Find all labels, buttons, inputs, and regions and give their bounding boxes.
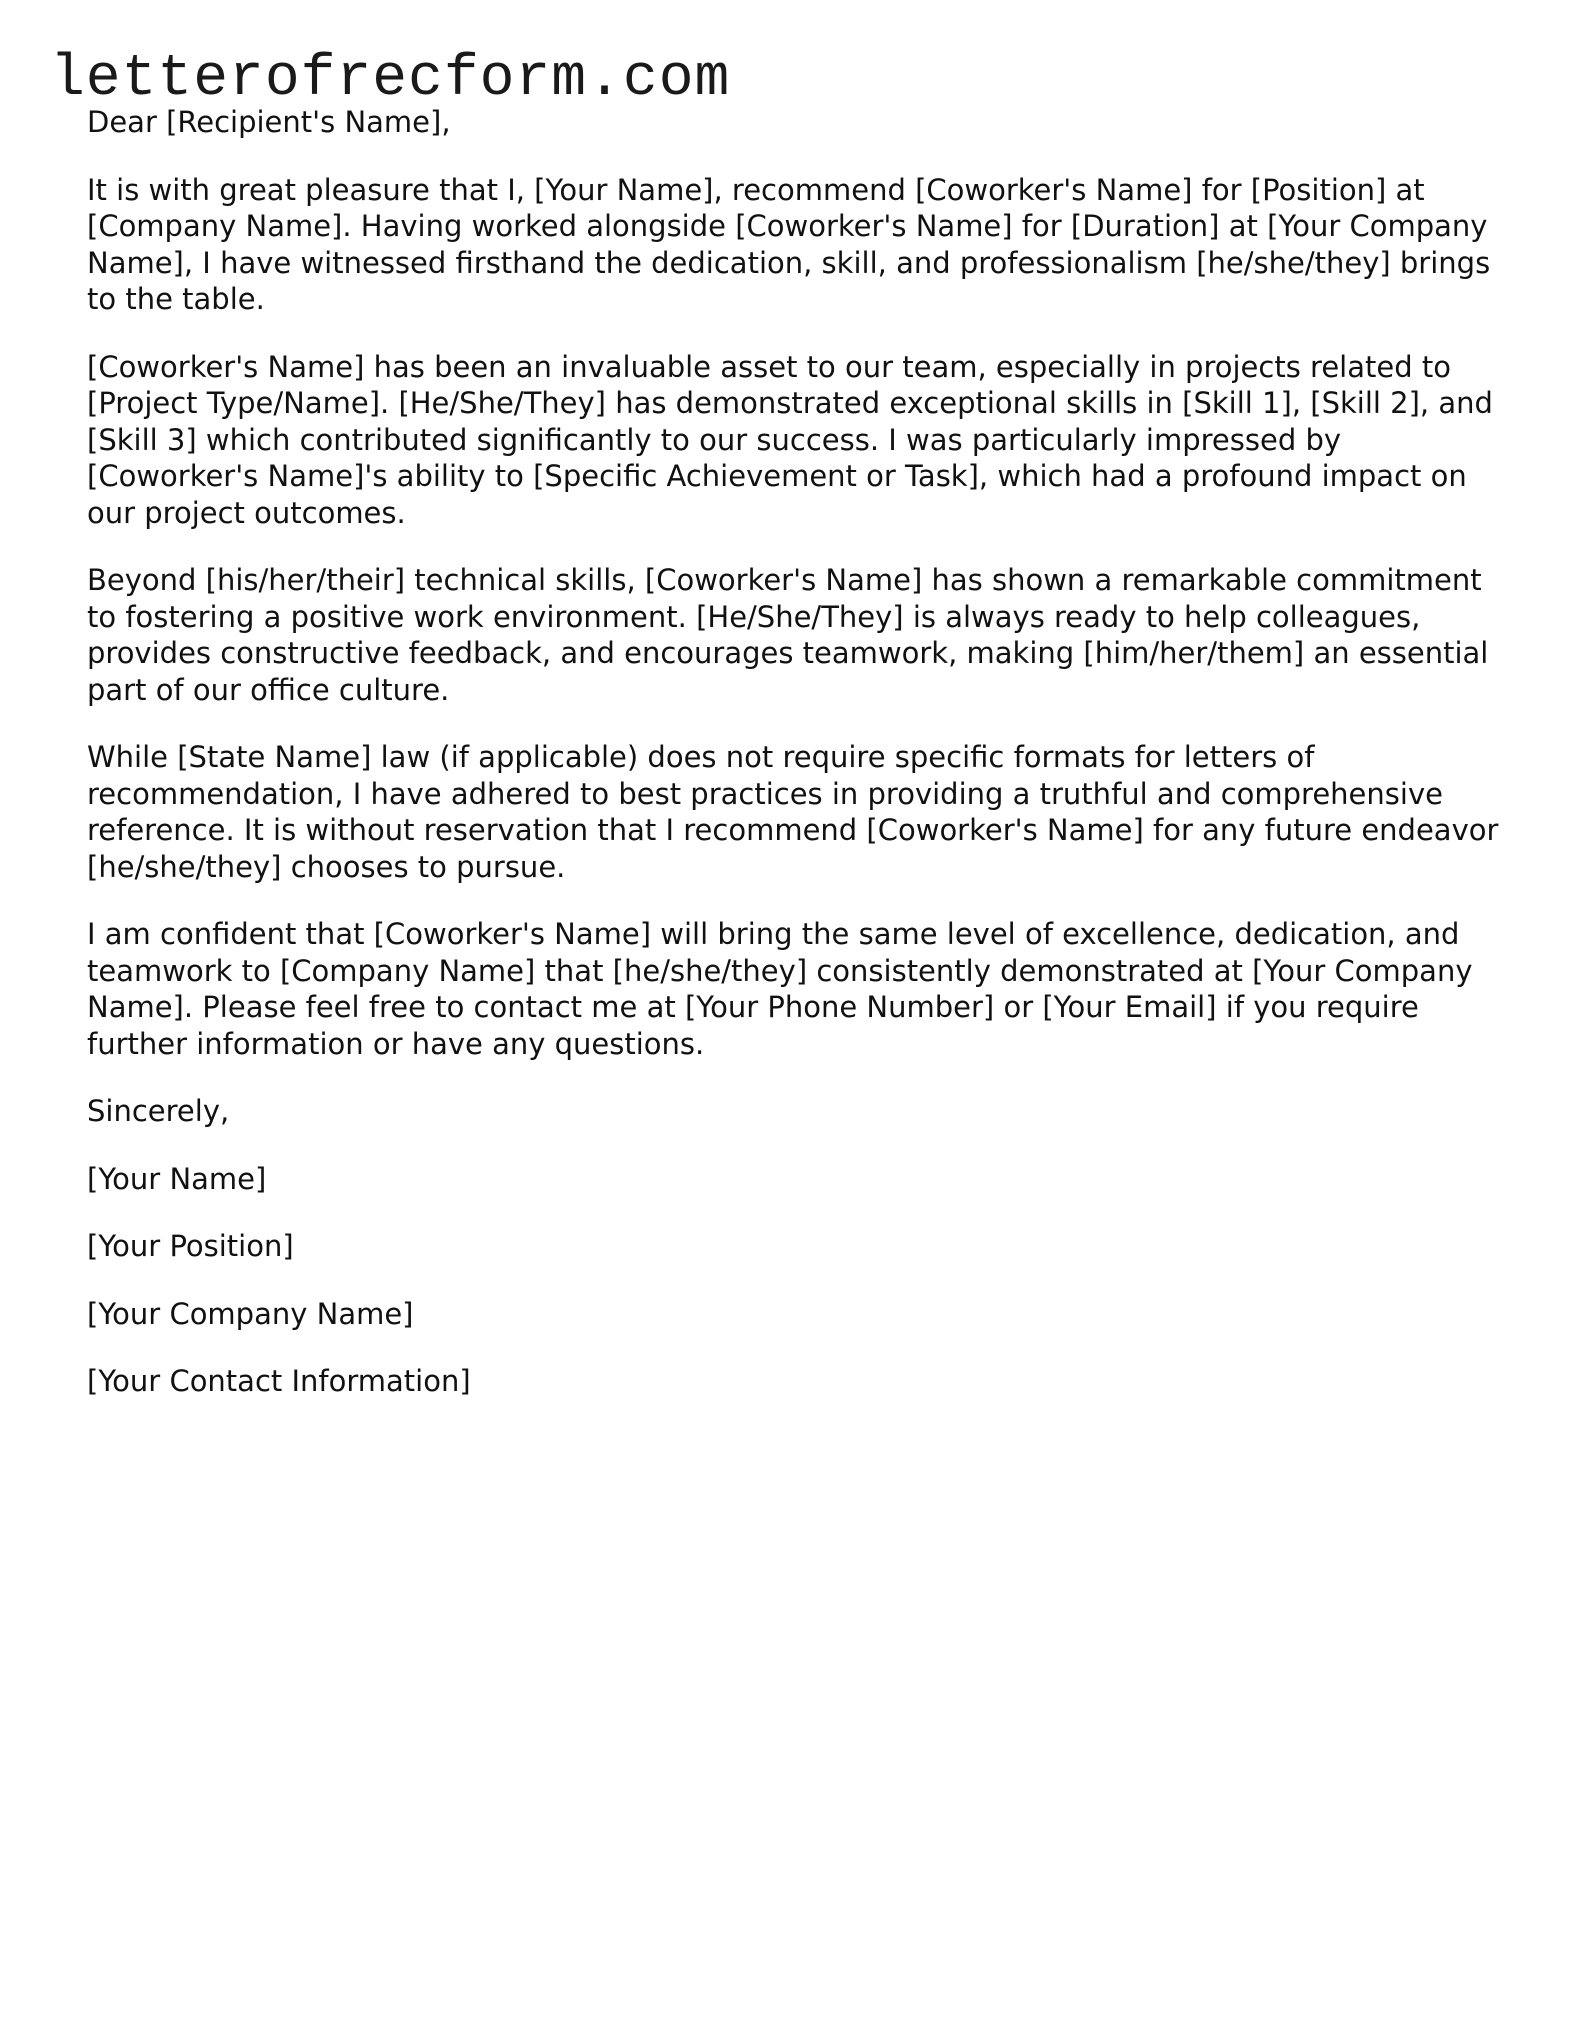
letter-body: [87, 104, 1507, 1431]
site-watermark: letterofrecform.com: [50, 47, 731, 112]
letter-paragraph-intro: It is with great pleasure that I, [Your Name], recommend [Coworker's Name] for [Position] at [Company Name]. Having worked alongside [Coworker's Name] for [Duration] at [Your Company Name], I have witnessed firsthand the dedication, skill, and professionalism [he/she/they] brings to the table.: [87, 172, 1491, 316]
letter-paragraph-conclusion: I am confident that [Coworker's Name] will bring the same level of excellence, dedication, and teamwork to [Company Name] that [he/she/they] consistently demonstrated at [Your Company Name]. Please feel free to contact me at [Your Phone Number] or [Your Email] if you require further information or have any questions.: [87, 917, 1473, 1061]
signature-company: [Your Company Name]: [87, 1296, 414, 1331]
signature-position: [Your Position]: [87, 1229, 294, 1263]
signature-contact: [Your Contact Information]: [87, 1364, 471, 1398]
signature-name: [Your Name]: [87, 1161, 267, 1196]
letter-paragraph-culture: Beyond [his/her/their] technical skills, [Coworker's Name] has shown a remarkable commitment to fostering a positive work environment. [He/She/They] is always ready to help colleagues, provides constructive feedback, and encourages teamwork, making [him/her/them] an essential part of our office culture.: [87, 563, 1489, 707]
letter-salutation: Dear [Recipient's Name],: [87, 105, 451, 139]
letter-closing: Sincerely,: [87, 1094, 230, 1128]
letter-paragraph-legal: While [State Name] law (if applicable) does not require specific formats for letters of recommendation, I have adhered to best practices in providing a truthful and comprehensive reference. It is without reservation that I recommend [Coworker's Name] for any future endeavor [he/she/they] chooses to pursue.: [87, 740, 1499, 884]
letter-paragraph-skills: [Coworker's Name] has been an invaluable asset to our team, especially in projects related to [Project Type/Name]. [He/She/They] has demonstrated exceptional skills in [Skill 1], [Skill 2], and [Skill 3] which contributed significantly to our success. I was particularly impressed by [Coworker's Name]'s ability to [Specific Achievement or Task], which had a profound impact on our project outcomes.: [87, 349, 1493, 530]
